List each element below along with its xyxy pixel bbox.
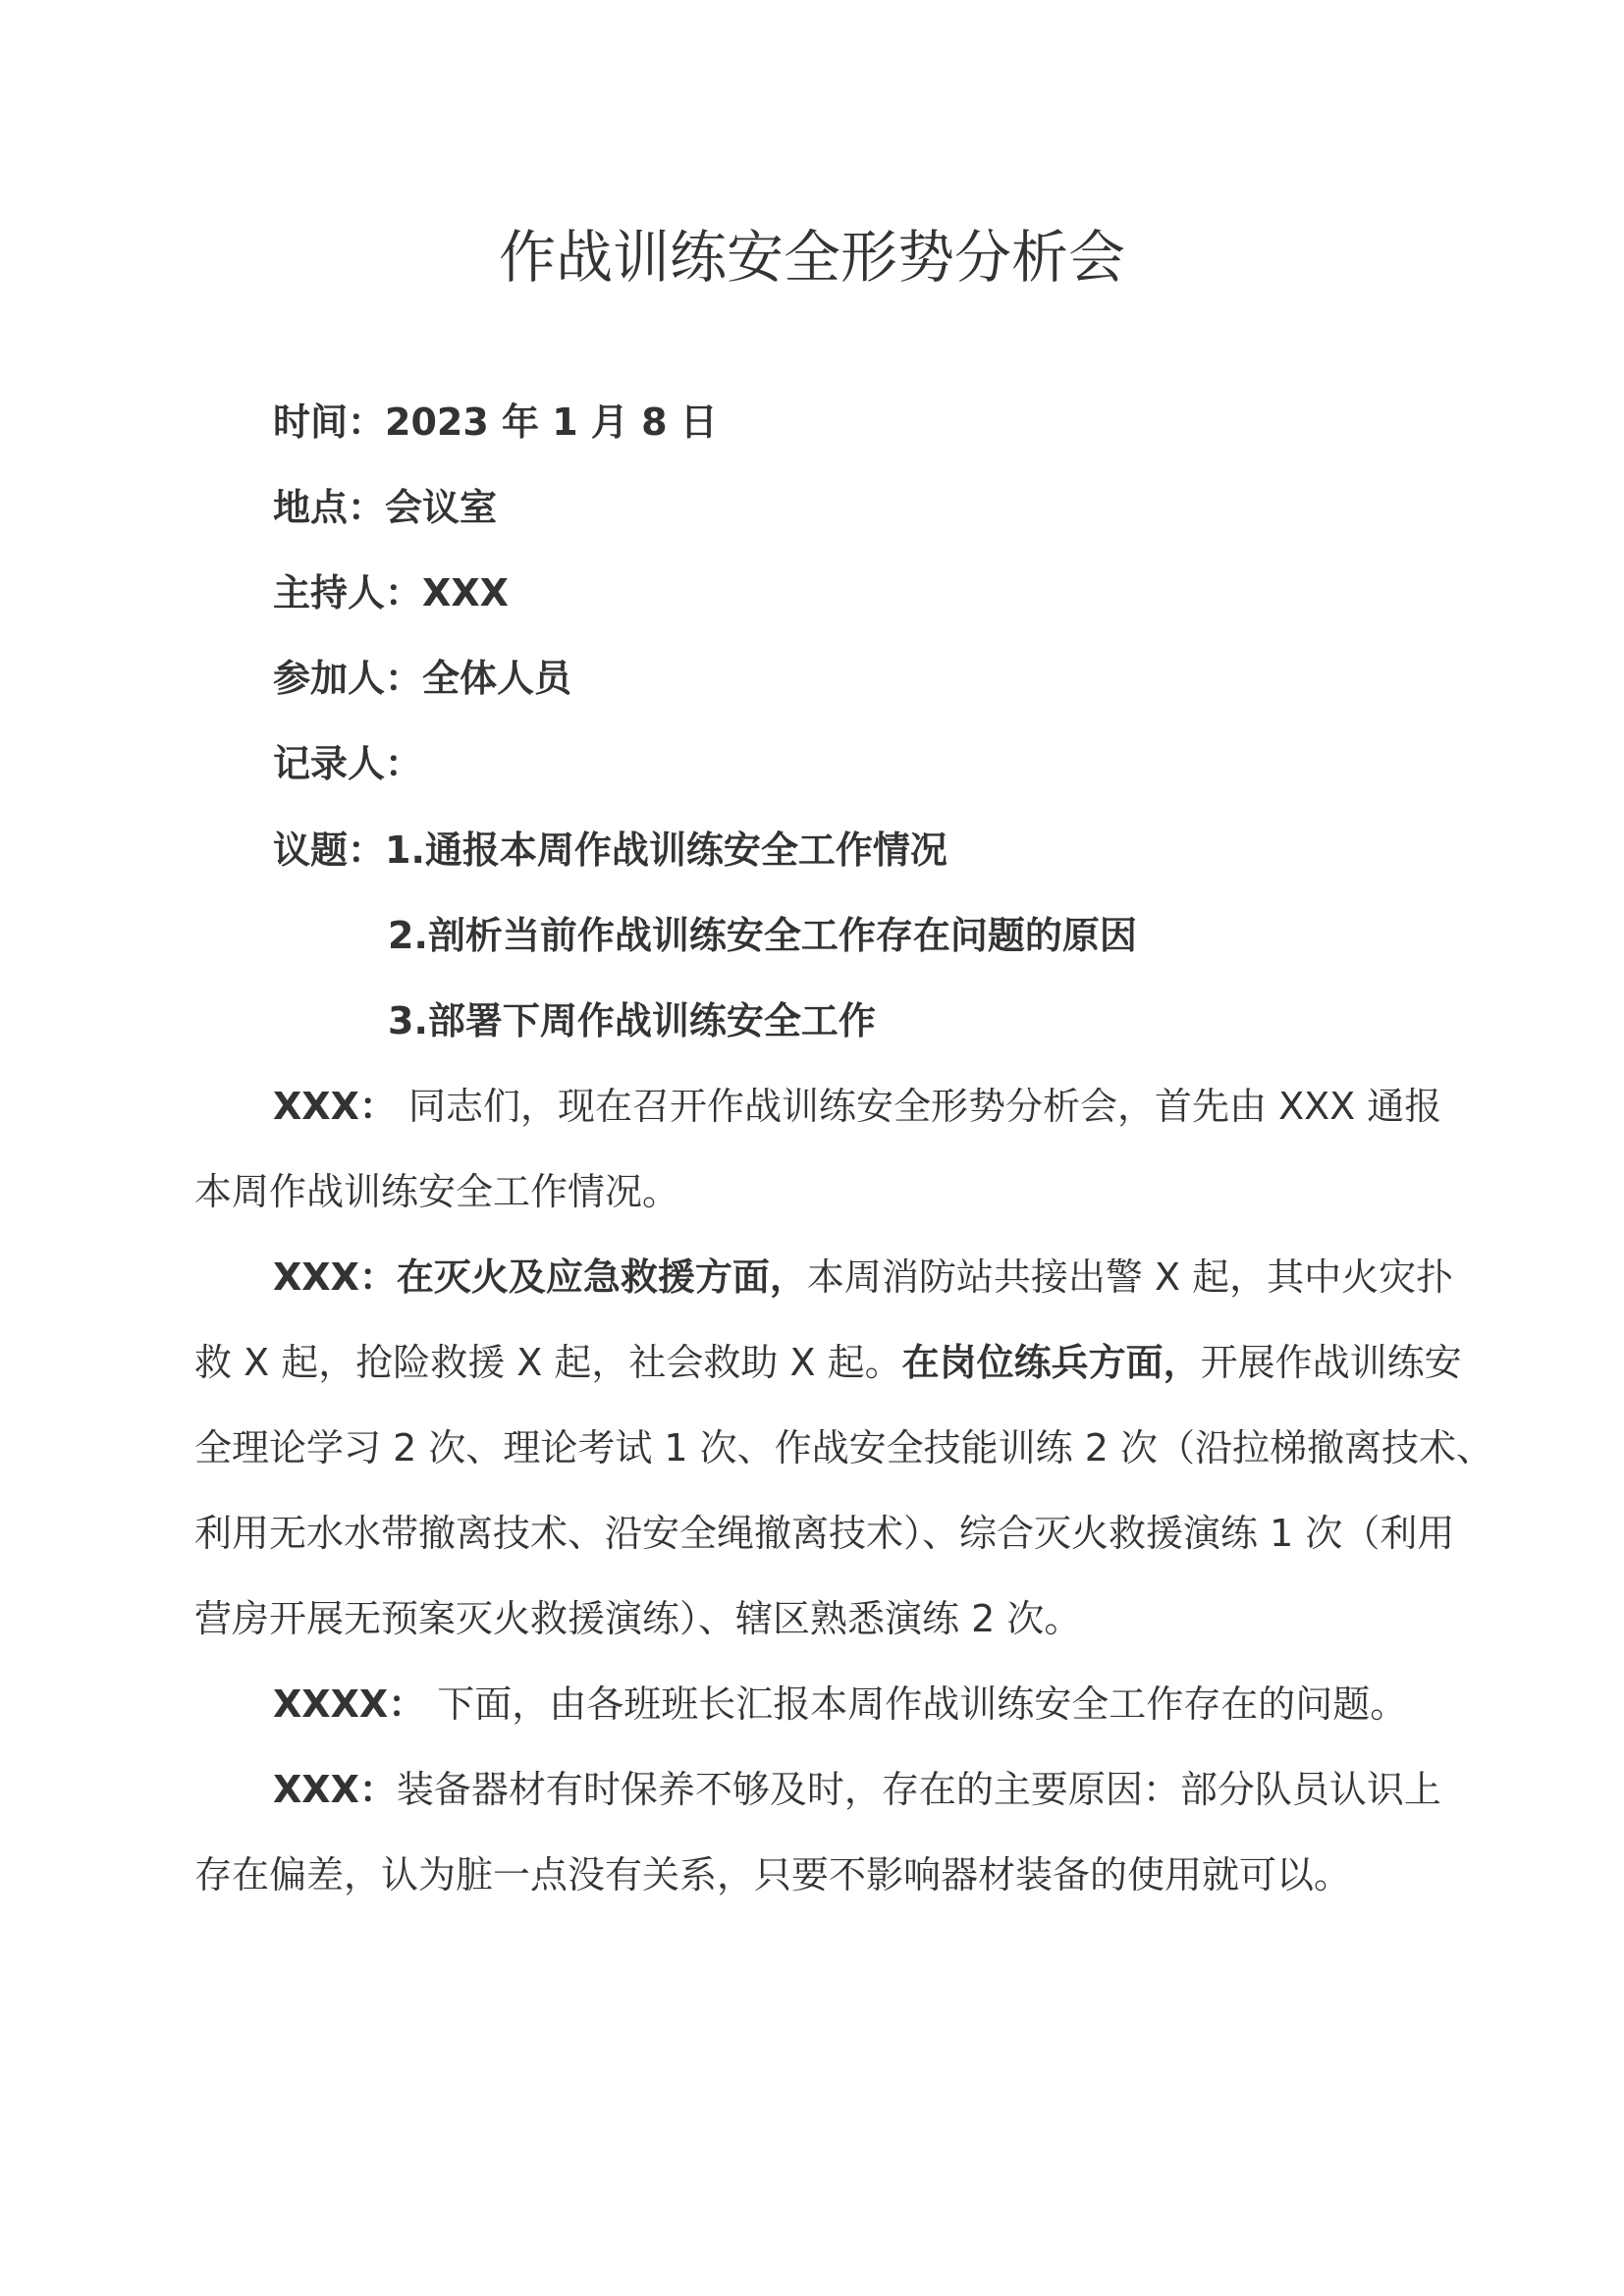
meta-host-value: XXX	[422, 571, 509, 614]
paragraph-line: 营房开展无预案灭火救援演练）、辖区熟悉演练 2 次。	[194, 1597, 1082, 1640]
paragraph-line: 全理论学习 2 次、理论考试 1 次、作战安全技能训练 2 次（沿拉梯撤离技术、	[194, 1426, 1494, 1469]
paragraph-line	[273, 1081, 1441, 1132]
paragraph-line	[273, 1252, 1453, 1303]
speaker-label: XXXX：	[273, 1682, 426, 1726]
meta-recorder-label: 记录人：	[273, 742, 423, 785]
paragraph-line: 利用无水水带撤离技术、沿安全绳撤离技术）、综合灭火救援演练 1 次（利用	[194, 1512, 1455, 1555]
paragraph-line	[273, 1679, 1407, 1730]
meta-attendees-value: 全体人员	[422, 657, 572, 700]
speaker-label: XXX：	[273, 1768, 397, 1811]
paragraph-line: 存在偏差，认为脏一点没有关系，只要不影响器材装备的使用就可以。	[194, 1853, 1352, 1896]
meta-place-value: 会议室	[385, 486, 498, 529]
agenda-item: 1.通报本周作战训练安全工作情况	[385, 828, 947, 872]
document-title: 作战训练安全形势分析会	[498, 224, 1125, 291]
section-heading: 在岗位练兵方面，	[901, 1341, 1201, 1384]
speaker-label: XXX：	[273, 1085, 397, 1128]
meta-place	[273, 482, 497, 533]
paragraph-line	[273, 1764, 1441, 1815]
meta-agenda-label: 议题：	[273, 828, 386, 872]
section-heading: 在灭火及应急救援方面，	[396, 1255, 807, 1299]
paragraph-text: 开展作战训练安	[1200, 1341, 1462, 1384]
paragraph-line: 本周作战训练安全工作情况。	[194, 1170, 680, 1213]
meta-host	[273, 567, 509, 618]
paragraph-text: 同志们，现在召开作战训练安全形势分析会，首先由 XXX 通报	[396, 1085, 1442, 1128]
meta-time-value: 2023 年 1 月 8 日	[385, 400, 718, 444]
speaker-label: XXX：	[273, 1255, 397, 1299]
agenda-item: 2.剖析当前作战训练安全工作存在问题的原因	[388, 914, 1137, 957]
paragraph-text: 救 X 起，抢险救援 X 起，社会救助 X 起。	[194, 1341, 902, 1384]
paragraph-text: 装备器材有时保养不够及时，存在的主要原因：部分队员认识上	[396, 1768, 1441, 1811]
meta-time-label: 时间：	[273, 400, 386, 444]
meta-host-label: 主持人：	[273, 571, 423, 614]
meta-attendees-label: 参加人：	[273, 657, 423, 700]
paragraph-line	[194, 1337, 1462, 1388]
meta-recorder	[273, 738, 422, 789]
meta-attendees	[273, 653, 571, 704]
meta-time	[273, 397, 718, 448]
paragraph-text: 下面，由各班班长汇报本周作战训练安全工作存在的问题。	[425, 1682, 1408, 1726]
agenda-item: 3.部署下周作战训练安全工作	[388, 999, 876, 1042]
paragraph-text: 本周消防站共接出警 X 起，其中火灾扑	[806, 1255, 1454, 1299]
meta-agenda	[273, 825, 947, 876]
meta-place-label: 地点：	[273, 486, 386, 529]
